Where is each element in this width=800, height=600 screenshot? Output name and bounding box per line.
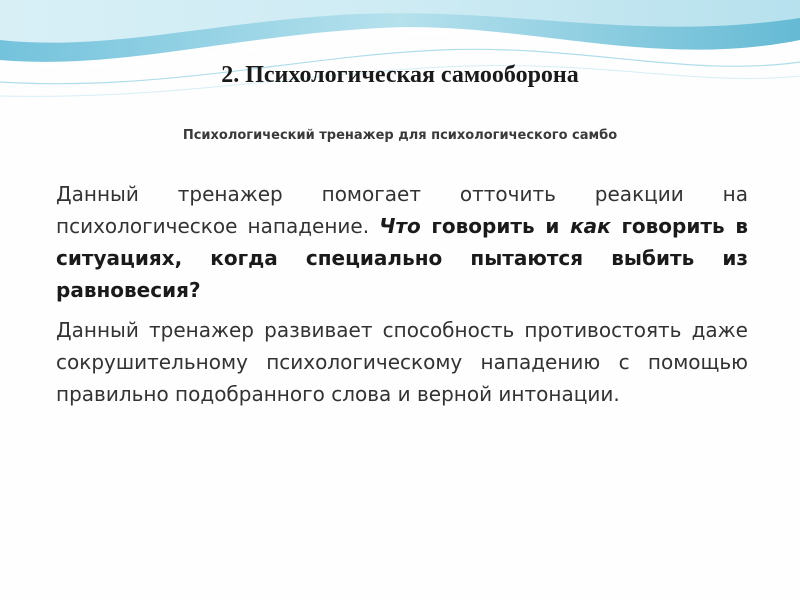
paragraph-1 — [56, 178, 748, 306]
question-rest: говорить в ситуациях, когда специально пытаются выбить из равновесия? — [56, 214, 749, 302]
slide-title: 2. Психологическая самооборона — [221, 62, 579, 88]
paragraph-2: Данный тренажер развивает способность противостоять даже сокрушительному психологическому нападению с помощью правильно подобранного слова и верной интонации. — [56, 318, 748, 406]
slide-body — [56, 178, 748, 418]
question-what: Что — [379, 214, 421, 238]
decorative-wave-header — [0, 0, 800, 110]
question-how: как — [570, 214, 611, 238]
paragraph-1-lead: Данный тренажер помогает отточить реакции на психологическое нападение. — [56, 182, 748, 238]
question-mid: говорить и — [420, 214, 571, 238]
slide-subtitle: Психологический тренажер для психологического самбо — [182, 128, 618, 143]
